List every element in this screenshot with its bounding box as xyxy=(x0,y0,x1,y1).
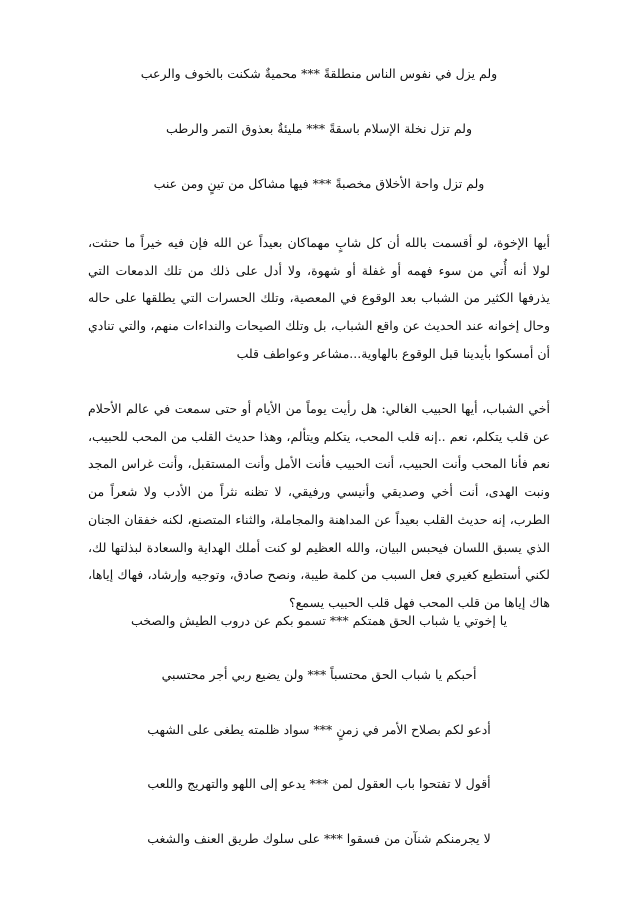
poem2-verse-2: أحبكم يا شباب الحق محتسباً *** ولن يضيع ربي أجر محتسبي xyxy=(161,667,477,682)
poem1-verse-3: ولم تزل واحة الأخلاق مخصبةً *** فيها مشاكل من تينٍ ومن عنب xyxy=(153,176,485,191)
poem2-verse-4: أقول لا تفتحوا باب العقول لمن *** يدعو إلى اللهو والتهريج واللعب xyxy=(147,776,491,791)
paragraph-2 xyxy=(88,395,550,617)
poem1-verse-1: ولم يزل في نفوس الناس منطلقةً *** محميةٌ شكنت بالخوف والرعب xyxy=(140,66,498,81)
poem1-verse-2: ولم تزل نخلة الإسلام باسقةً *** مليئةٌ بعذوق التمر والرطب xyxy=(165,121,473,136)
poem2-verse-5: لا يجرمنكم شنآن من فسقوا *** على سلوك طريق العنف والشغب xyxy=(147,831,491,846)
paragraph-1-text: أيها الإخوة، لو أقسمت بالله أن كل شابٍ مهماكان بعيداً عن الله فإن فيه خيراً ما حنثت، لولا أنه أُتي من سوء فهمه أو غفلة أو شهوة، ولا أدل على ذلك من تلك الدمعات التي يذرفها الكثير من الشباب بعد الوقوع في المعصية، وتلك الحسرات التي يطلقها على حاله وحال إخوانه عند الحديث عن واقع الشباب، بل وتلك الصيحات والنداءات منهم، والتي تنادي أن أمسكوا بأيدينا قبل الوقوع بالهاوية...مشاعر وعواطف قلب xyxy=(88,235,550,361)
poem2-verse-3: أدعو لكم بصلاح الأمر في زمنٍ *** سواد ظلمته يطغى على الشهب xyxy=(147,722,491,737)
paragraph-1 xyxy=(88,229,550,368)
poem2-verse-1: يا إخوتي يا شباب الحق همتكم *** تسمو بكم عن دروب الطيش والصخب xyxy=(130,613,508,628)
paragraph-2-text: أخي الشباب، أيها الحبيب الغالي: هل رأيت يوماً من الأيام أو حتى سمعت في عالم الأحلام عن قلب يتكلم، نعم ..إنه قلب المحب، يتكلم ويتألم، وهذا حديث القلب من المحب للحبيب، نعم فأنا المحب وأنت الحبيب، أنت الحبيب فأنت الأمل وأنت المستقبل، وأنت غراس المجد ونبت الهدى، أنت أخي وصديقي وأنيسي ورفيقي، لا تظنه نثراً من الأدب ولا شعراً من الطرب، إنه حديث القلب بعيداً عن المداهنة والمجاملة، والثناء المتصنع، لكنه خفقان الجنان الذي يسبق اللسان فيحبس البيان، والله العظيم لو كنت أملك الهداية والسعادة لبذلتها لك، لكني أستطيع كغيري فعل السبب من كلمة طيبة، ونصح صادق، وتوجيه وإرشاد، فهاك إياها، هاك إياها من قلب المحب فهل قلب الحبيب يسمع؟ xyxy=(88,401,551,610)
